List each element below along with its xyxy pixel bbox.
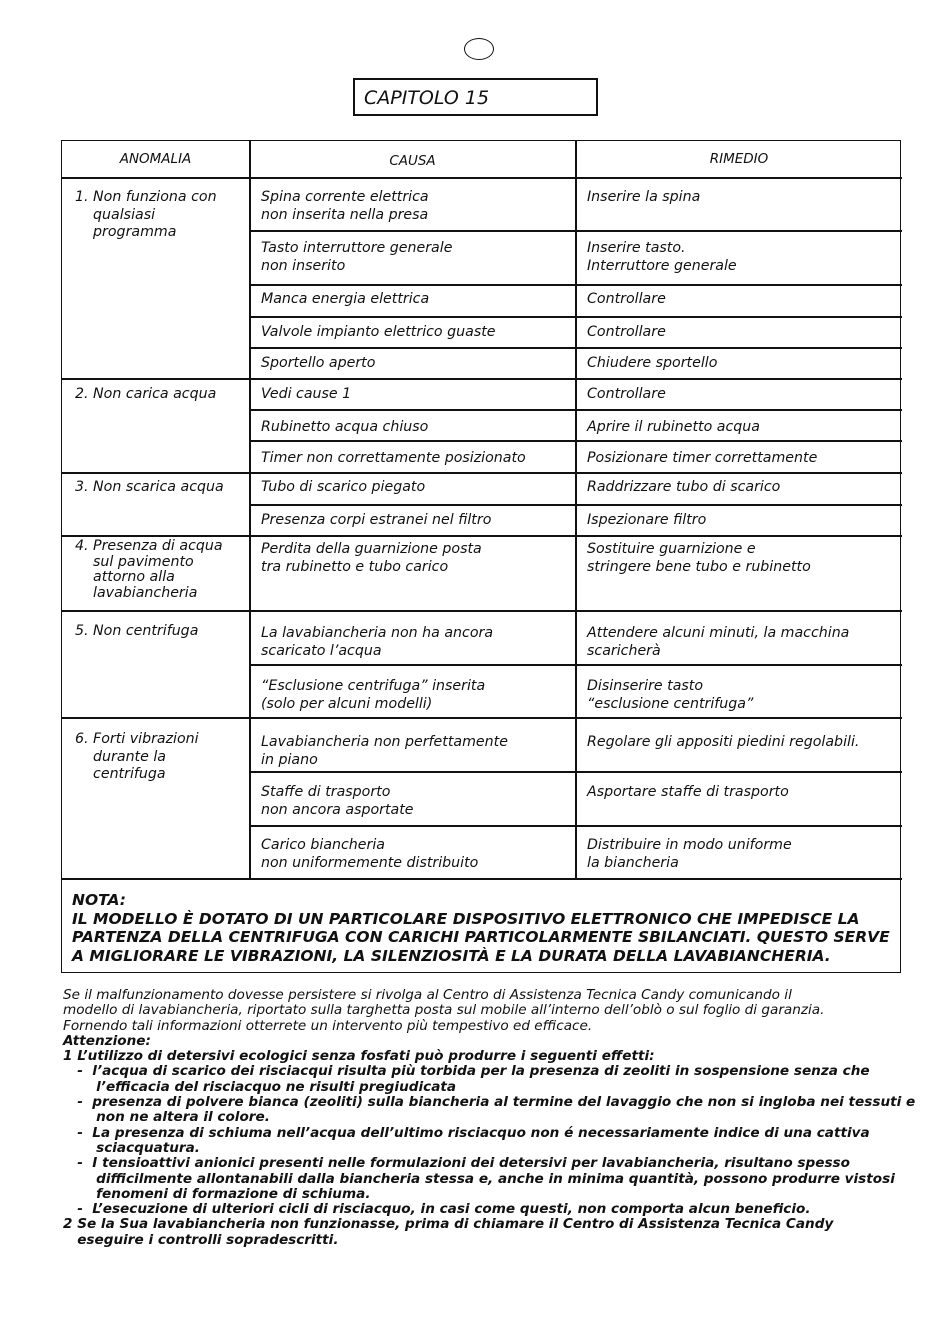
- cause-cell: Vedi cause 1: [261, 386, 352, 402]
- cause-cell: Perdita della guarnizione posta tra rubinetto e tubo carico: [261, 541, 482, 575]
- nota-text: NOTA: IL MODELLO È DOTATO DI UN PARTICOLARE DISPOSITIVO ELETTRONICO CHE IMPEDISCE LA PARTENZA DELLA CENTRIFUGA CON CARICHI PARTICOLARMENTE SBILANCIATI. QUESTO SERVE A MIGLIORARE LE VIBRAZIONI, LA SILENZIOSITÀ E LA DURATA DELLA LAVABIANCHERIA.: [72, 891, 890, 965]
- remedy-cell: Inserire tasto. Interruttore generale: [587, 240, 737, 274]
- remedy-cell: Aprire il rubinetto acqua: [587, 419, 760, 435]
- cause-cell: La lavabiancheria non ha ancora scaricato l’acqua: [261, 625, 494, 659]
- row-divider: [249, 440, 902, 442]
- cause-cell: Valvole impianto elettrico guaste: [261, 324, 496, 340]
- column-divider: [575, 141, 577, 879]
- row-divider: [249, 771, 902, 773]
- anomaly-3: 3. Non scarica acqua: [75, 479, 224, 495]
- chapter-title: CAPITOLO 15: [353, 78, 598, 116]
- anomaly-5: 5. Non centrifuga: [75, 623, 199, 639]
- cause-cell: Sportello aperto: [261, 355, 376, 371]
- anomaly-2: 2. Non carica acqua: [75, 386, 217, 402]
- remedy-cell: Distribuire in modo uniforme la biancheria: [587, 837, 792, 871]
- attention-bullet: - I tensioattivi anionici presenti nelle formulazioni dei detersivi per lavabiancheria, risultano spesso difficilmente allontanabili dalla biancheria stessa e, anche in minima quantità, possono produrre vistosi fenomeni di formazione di schiuma.: [77, 1155, 895, 1202]
- group-divider: [62, 717, 902, 719]
- remedy-cell: Controllare: [587, 386, 666, 402]
- attention-bullet: - La presenza di schiuma nell’acqua dell’ultimo risciacquo non é necessariamente indice di una cattiva sciacquatura.: [77, 1124, 870, 1156]
- language-oval-icon: [464, 38, 494, 60]
- header-divider: [62, 177, 902, 179]
- group-divider: [62, 378, 902, 380]
- header-causa: CAUSA: [389, 153, 436, 169]
- remedy-cell: Chiudere sportello: [587, 355, 718, 371]
- remedy-cell: Disinserire tasto “esclusione centrifuga”: [587, 678, 754, 712]
- anomaly-6: 6. Forti vibrazioni durante la centrifuga: [75, 731, 199, 782]
- anomaly-1: 1. Non funziona con qualsiasi programma: [75, 189, 217, 240]
- cause-cell: Manca energia elettrica: [261, 291, 430, 307]
- group-divider: [62, 535, 902, 537]
- remedy-cell: Attendere alcuni minuti, la macchina scaricherà: [587, 625, 850, 659]
- remedy-cell: Asportare staffe di trasporto: [587, 784, 789, 800]
- attention-item-2: 2 Se la Sua lavabiancheria non funzionasse, prima di chiamare il Centro di Assistenza Tecnica Candy eseguire i controlli sopradescritti.: [63, 1216, 834, 1248]
- remedy-cell: Controllare: [587, 291, 666, 307]
- remedy-cell: Inserire la spina: [587, 189, 701, 205]
- attention-item-1: 1 L’utilizzo di detersivi ecologici senza fosfati può produrre i seguenti effetti:: [63, 1048, 655, 1065]
- attention-bullet: - l’acqua di scarico dei risciacqui risulta più torbida per la presenza di zeoliti in sospensione senza che l’efficacia del risciacquo ne risulti pregiudicata: [77, 1063, 870, 1095]
- attention-bullet: - L’esecuzione di ulteriori cicli di risciacquo, in casi come questi, non comporta alcun beneficio.: [63, 1201, 811, 1218]
- remedy-cell: Sostituire guarnizione e stringere bene tubo e rubinetto: [587, 541, 811, 575]
- row-divider: [249, 347, 902, 349]
- troubleshooting-table: [61, 140, 901, 973]
- row-divider: [249, 230, 902, 232]
- row-divider: [249, 409, 902, 411]
- nota-divider: [62, 878, 902, 880]
- anomaly-4: 4. Presenza di acqua sul pavimento attorno alla lavabiancheria: [75, 538, 223, 601]
- cause-cell: “Esclusione centrifuga” inserita (solo per alcuni modelli): [261, 678, 486, 712]
- cause-cell: Presenza corpi estranei nel filtro: [261, 512, 492, 528]
- group-divider: [62, 610, 902, 612]
- attention-bullet: - presenza di polvere bianca (zeoliti) sulla biancheria al termine del lavaggio che non si ingloba nei tessuti e non ne altera il colore.: [77, 1094, 916, 1126]
- column-divider: [249, 141, 251, 879]
- cause-cell: Lavabiancheria non perfettamente in piano: [261, 734, 508, 768]
- remedy-cell: Posizionare timer correttamente: [587, 450, 818, 466]
- header-anomalia: ANOMALIA: [119, 151, 192, 167]
- row-divider: [249, 664, 902, 666]
- cause-cell: Carico biancheria non uniformemente distribuito: [261, 837, 479, 871]
- cause-cell: Spina corrente elettrica non inserita nella presa: [261, 189, 429, 223]
- remedy-cell: Regolare gli appositi piedini regolabili.: [587, 734, 860, 750]
- remedy-cell: Controllare: [587, 324, 666, 340]
- row-divider: [249, 504, 902, 506]
- cause-cell: Rubinetto acqua chiuso: [261, 419, 429, 435]
- cause-cell: Tubo di scarico piegato: [261, 479, 426, 495]
- attention-title: Attenzione:: [63, 1032, 151, 1049]
- cause-cell: Staffe di trasporto non ancora asportate: [261, 784, 414, 818]
- header-rimedio: RIMEDIO: [709, 151, 769, 167]
- cause-cell: Tasto interruttore generale non inserito: [261, 240, 453, 274]
- remedy-cell: Ispezionare filtro: [587, 512, 707, 528]
- row-divider: [249, 825, 902, 827]
- remedy-cell: Raddrizzare tubo di scarico: [587, 479, 781, 495]
- row-divider: [249, 284, 902, 286]
- group-divider: [62, 472, 902, 474]
- footer-intro: Se il malfunzionamento dovesse persistere si rivolga al Centro di Assistenza Tecnica Candy comunicando il modello di lavabiancheria, riportato sulla targhetta posta sul mobile all’interno dell’oblò o sul foglio di garanzia. Fornendo tali informazioni otterrete un intervento più tempestivo ed efficace.: [63, 987, 825, 1034]
- footer-notes: [63, 987, 916, 1248]
- row-divider: [249, 316, 902, 318]
- cause-cell: Timer non correttamente posizionato: [261, 450, 526, 466]
